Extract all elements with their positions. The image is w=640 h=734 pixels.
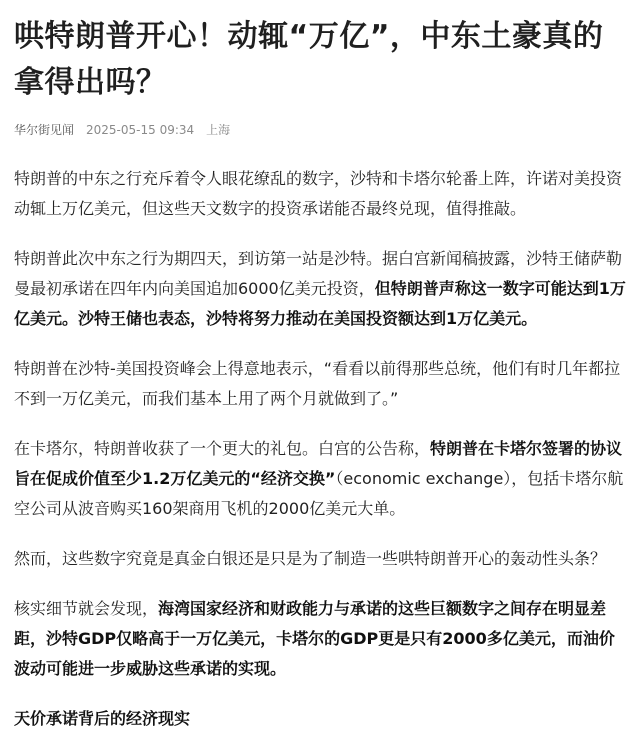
publish-datetime: 2025-05-15 09:34	[86, 123, 195, 137]
article-meta	[14, 122, 626, 138]
paragraph-2-text: 特朗普此次中东之行为期四天，到访第一站是沙特。据白宫新闻稿披露，沙特王储萨勒曼最初承诺在四年内向美国追加6000亿美元投资，	[14, 249, 623, 298]
paragraph-3: 特朗普在沙特-美国投资峰会上得意地表示，“看看以前得那些总统，他们有时几年都拉不到一万亿美元，而我们基本上用了两个月就做到了。”	[14, 359, 621, 408]
paragraph-2	[14, 244, 626, 334]
paragraph-5: 然而，这些数字究竟是真金白银还是只是为了制造一些哄特朗普开心的轰动性头条？	[14, 549, 607, 568]
paragraph-6	[14, 594, 626, 684]
paragraph-6-bold: 海湾国家经济和财政能力与承诺的这些巨额数字之间存在明显差距，沙特GDP仅略高于一万亿美元，卡塔尔的GDP更是只有2000多亿美元，而油价波动可能进一步威胁这些承诺的实现。	[14, 599, 615, 678]
paragraph-1: 特朗普的中东之行充斥着令人眼花缭乱的数字，沙特和卡塔尔轮番上阵，许诺对美投资动辄上万亿美元，但这些天文数字的投资承诺能否最终兑现，值得推敲。	[14, 169, 623, 218]
article	[0, 14, 640, 728]
article-title: 哄特朗普开心！动辄“万亿”，中东土豪真的拿得出吗？	[14, 19, 604, 100]
paragraph-4	[14, 434, 626, 524]
paragraph-4-text-after: （economic exchange），包括卡塔尔航空公司从波音购买160架商用飞机的2000亿美元大单。	[14, 469, 624, 518]
paragraph-4-bold: 特朗普在卡塔尔签署的协议旨在促成价值至少1.2万亿美元的“经济交换”	[14, 439, 623, 488]
paragraph-2-bold: 但特朗普声称这一数字可能达到1万亿美元。沙特王储也表态，沙特将努力推动在美国投资额达到1万亿美元。	[14, 279, 626, 328]
section-subheading: 天价承诺背后的经济现实	[14, 709, 191, 728]
paragraph-4-text-before: 在卡塔尔，特朗普收获了一个更大的礼包。白宫的公告称，	[14, 439, 431, 458]
publish-location: 上海	[206, 123, 231, 137]
source-name[interactable]: 华尔街见闻	[14, 123, 75, 137]
paragraph-6-text: 核实细节就会发现，	[14, 599, 159, 618]
